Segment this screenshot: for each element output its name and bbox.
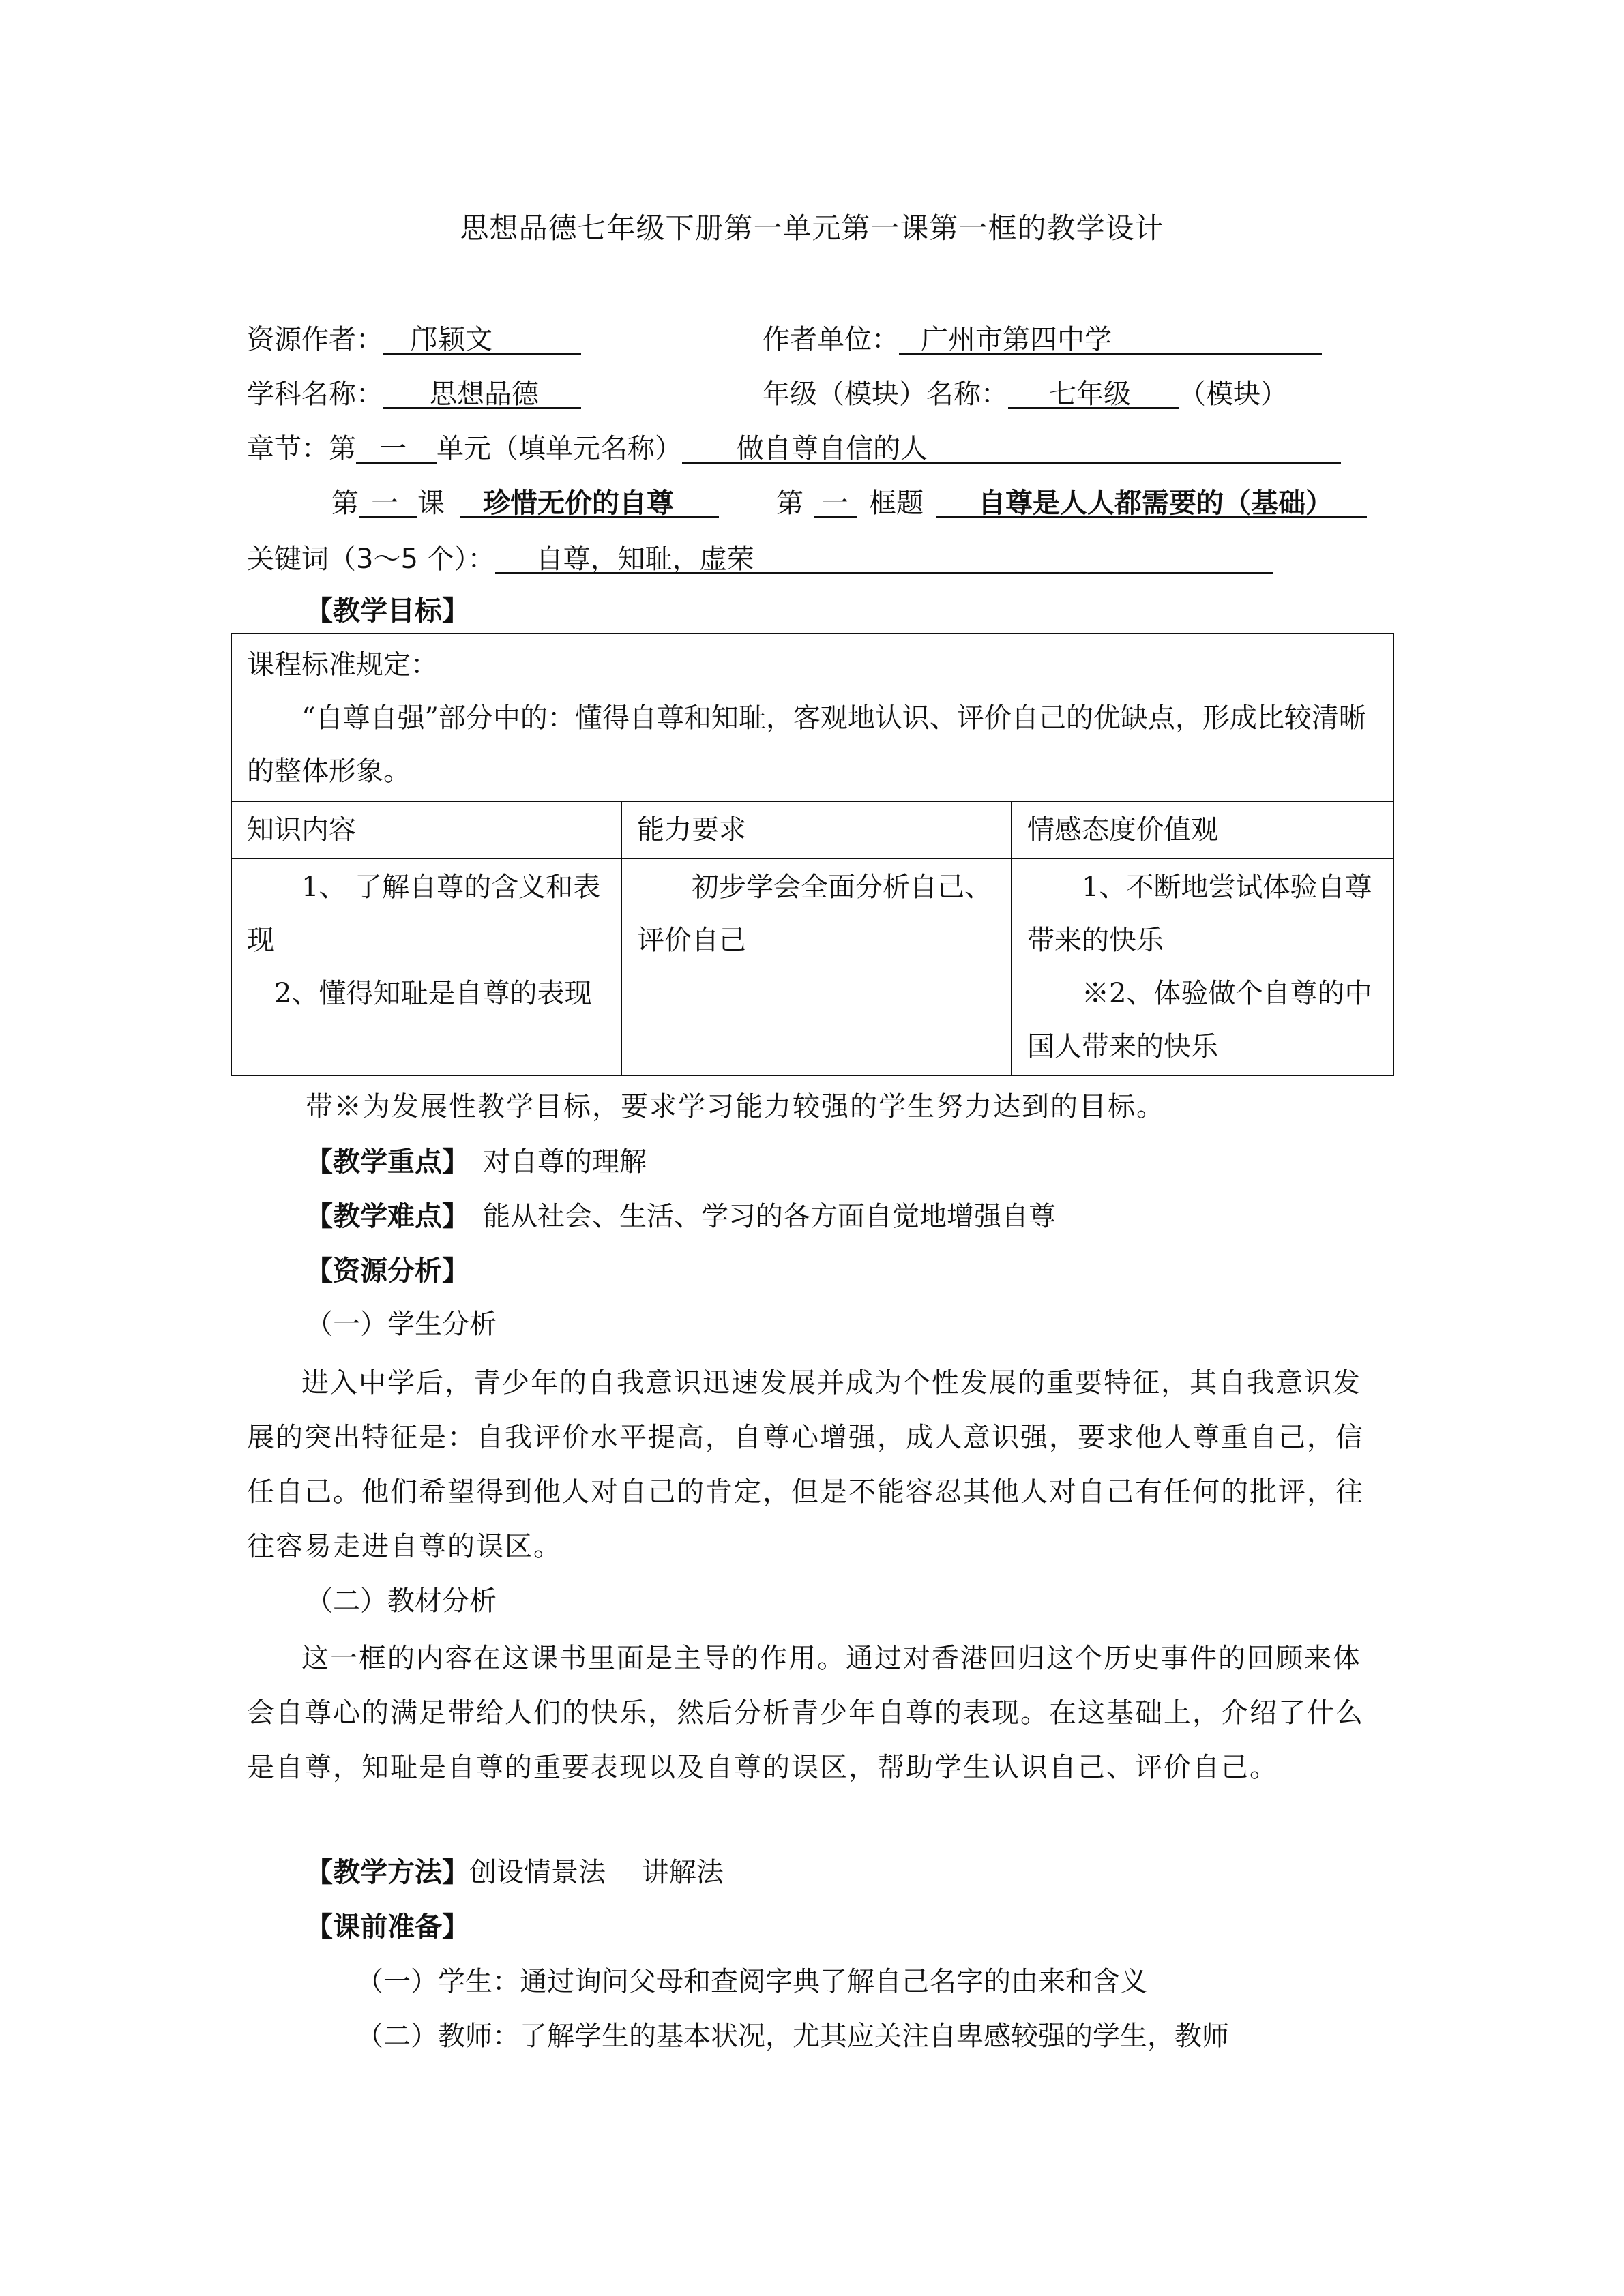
- emotion-item-2: ※2、体验做个自尊的中国人带来的快乐: [1027, 978, 1372, 1062]
- goals-heading: 【教学目标】: [306, 595, 469, 627]
- grade-suffix: （模块）: [1179, 378, 1288, 410]
- frame-row: [776, 483, 1367, 524]
- lesson-number: 一: [359, 483, 417, 518]
- method-label: 【教学方法】: [306, 1857, 469, 1888]
- frame-prefix: 第: [776, 488, 803, 519]
- emotion-item-1: 1、不断地尝试体验自尊带来的快乐: [1027, 871, 1372, 956]
- grade-value: 七年级: [1008, 374, 1179, 409]
- chapter-prefix: 章节：第: [247, 433, 356, 464]
- subject-row: [247, 374, 581, 415]
- knowledge-cell: [231, 859, 621, 1075]
- lesson-prefix: 第: [331, 488, 359, 519]
- standard-text: “自尊自强”部分中的：懂得自尊和知耻，客观地认识、评价自己的优缺点，形成比较清晰的整体形象。: [247, 702, 1366, 787]
- ability-item: 初步学会全面分析自己、评价自己: [637, 871, 992, 956]
- ability-cell: [621, 859, 1012, 1075]
- knowledge-item-2: 2、懂得知耻是自尊的表现: [274, 978, 592, 1009]
- chapter-number: 一: [356, 428, 437, 464]
- frame-name: 自尊是人人都需要的（基础）: [936, 483, 1367, 518]
- chapter-name: 做自尊自信的人: [682, 428, 1341, 464]
- method-row: [306, 1852, 724, 1893]
- subject-value: 思想品德: [383, 374, 581, 409]
- column-ability: 能力要求: [621, 801, 1012, 859]
- keywords-label: 关键词（3～5 个）：: [247, 543, 495, 575]
- grade-row: [763, 374, 1288, 415]
- analysis-heading: 【资源分析】: [306, 1255, 469, 1287]
- lesson-mid: 课: [417, 488, 445, 519]
- subject-label: 学科名称：: [247, 378, 383, 410]
- keywords-row: [247, 539, 1273, 580]
- knowledge-item-1: 1、 了解自尊的含义和表现: [247, 871, 601, 956]
- author-label: 资源作者：: [247, 324, 383, 355]
- prep-student: （一）学生：通过询问父母和查阅字典了解自己名字的由来和含义: [356, 1966, 1147, 1997]
- keywords-value: 自尊，知耻，虚荣: [495, 539, 1273, 574]
- grade-label: 年级（模块）名称：: [763, 378, 1008, 410]
- student-analysis-text: 进入中学后，青少年的自我意识迅速发展并成为个性发展的重要特征，其自我意识发展的突出特征是：自我评价水平提高，自尊心增强，成人意识强，要求他人尊重自己，信任自己。他们希望得到他人对自己的肯定，但是不能容忍其他人对自己有任何的批评，往往容易走进自尊的误区。: [247, 1367, 1364, 1562]
- table-header-row: [231, 801, 1393, 859]
- student-analysis-heading: （一）学生分析: [306, 1309, 497, 1340]
- unit-row: [763, 319, 1322, 360]
- column-emotion: 情感态度价值观: [1012, 801, 1393, 859]
- author-row: [247, 319, 581, 360]
- chapter-mid: 单元（填单元名称）: [437, 433, 682, 464]
- chapter-row: [247, 428, 1341, 469]
- frame-number: 一: [814, 483, 857, 518]
- author-value: 邝颖文: [383, 319, 581, 355]
- goals-note: 带※为发展性教学目标，要求学习能力较强的学生努力达到的目标。: [306, 1091, 1165, 1122]
- document-title: 思想品德七年级下册第一单元第一课第一框的教学设计: [460, 211, 1164, 245]
- prep-teacher: （二）教师：了解学生的基本状况，尤其应关注自卑感较强的学生，教师: [356, 2021, 1229, 2052]
- method-text: 创设情景法 讲解法: [469, 1857, 724, 1888]
- column-knowledge: 知识内容: [231, 801, 621, 859]
- material-analysis-text: 这一框的内容在这课书里面是主导的作用。通过对香港回归这个历史事件的回顾来体会自尊心的满足带给人们的快乐，然后分析青少年自尊的表现。在这基础上，介绍了什么是自尊，知耻是自尊的重要表现以及自尊的误区，帮助学生认识自己、评价自己。: [247, 1643, 1364, 1783]
- focus-label: 【教学重点】: [306, 1146, 469, 1178]
- lesson-row: [331, 483, 719, 524]
- standard-cell: [231, 633, 1393, 801]
- difficulty-row: [306, 1196, 1056, 1237]
- frame-mid: 框题: [869, 488, 924, 519]
- standard-label: 课程标准规定：: [247, 649, 438, 681]
- focus-row: [306, 1142, 647, 1182]
- table-row: [231, 859, 1393, 1075]
- emotion-cell: [1012, 859, 1393, 1075]
- lesson-name: 珍惜无价的自尊: [460, 483, 719, 518]
- prep-heading: 【课前准备】: [306, 1911, 469, 1943]
- unit-value: 广州市第四中学: [899, 319, 1322, 355]
- goals-table: [231, 633, 1394, 1076]
- difficulty-text: 能从社会、生活、学习的各方面自觉地增强自尊: [483, 1201, 1056, 1232]
- unit-label: 作者单位：: [763, 324, 899, 355]
- material-analysis-heading: （二）教材分析: [306, 1585, 497, 1617]
- difficulty-label: 【教学难点】: [306, 1201, 469, 1232]
- standard-row: [231, 633, 1393, 801]
- focus-text: 对自尊的理解: [483, 1146, 647, 1178]
